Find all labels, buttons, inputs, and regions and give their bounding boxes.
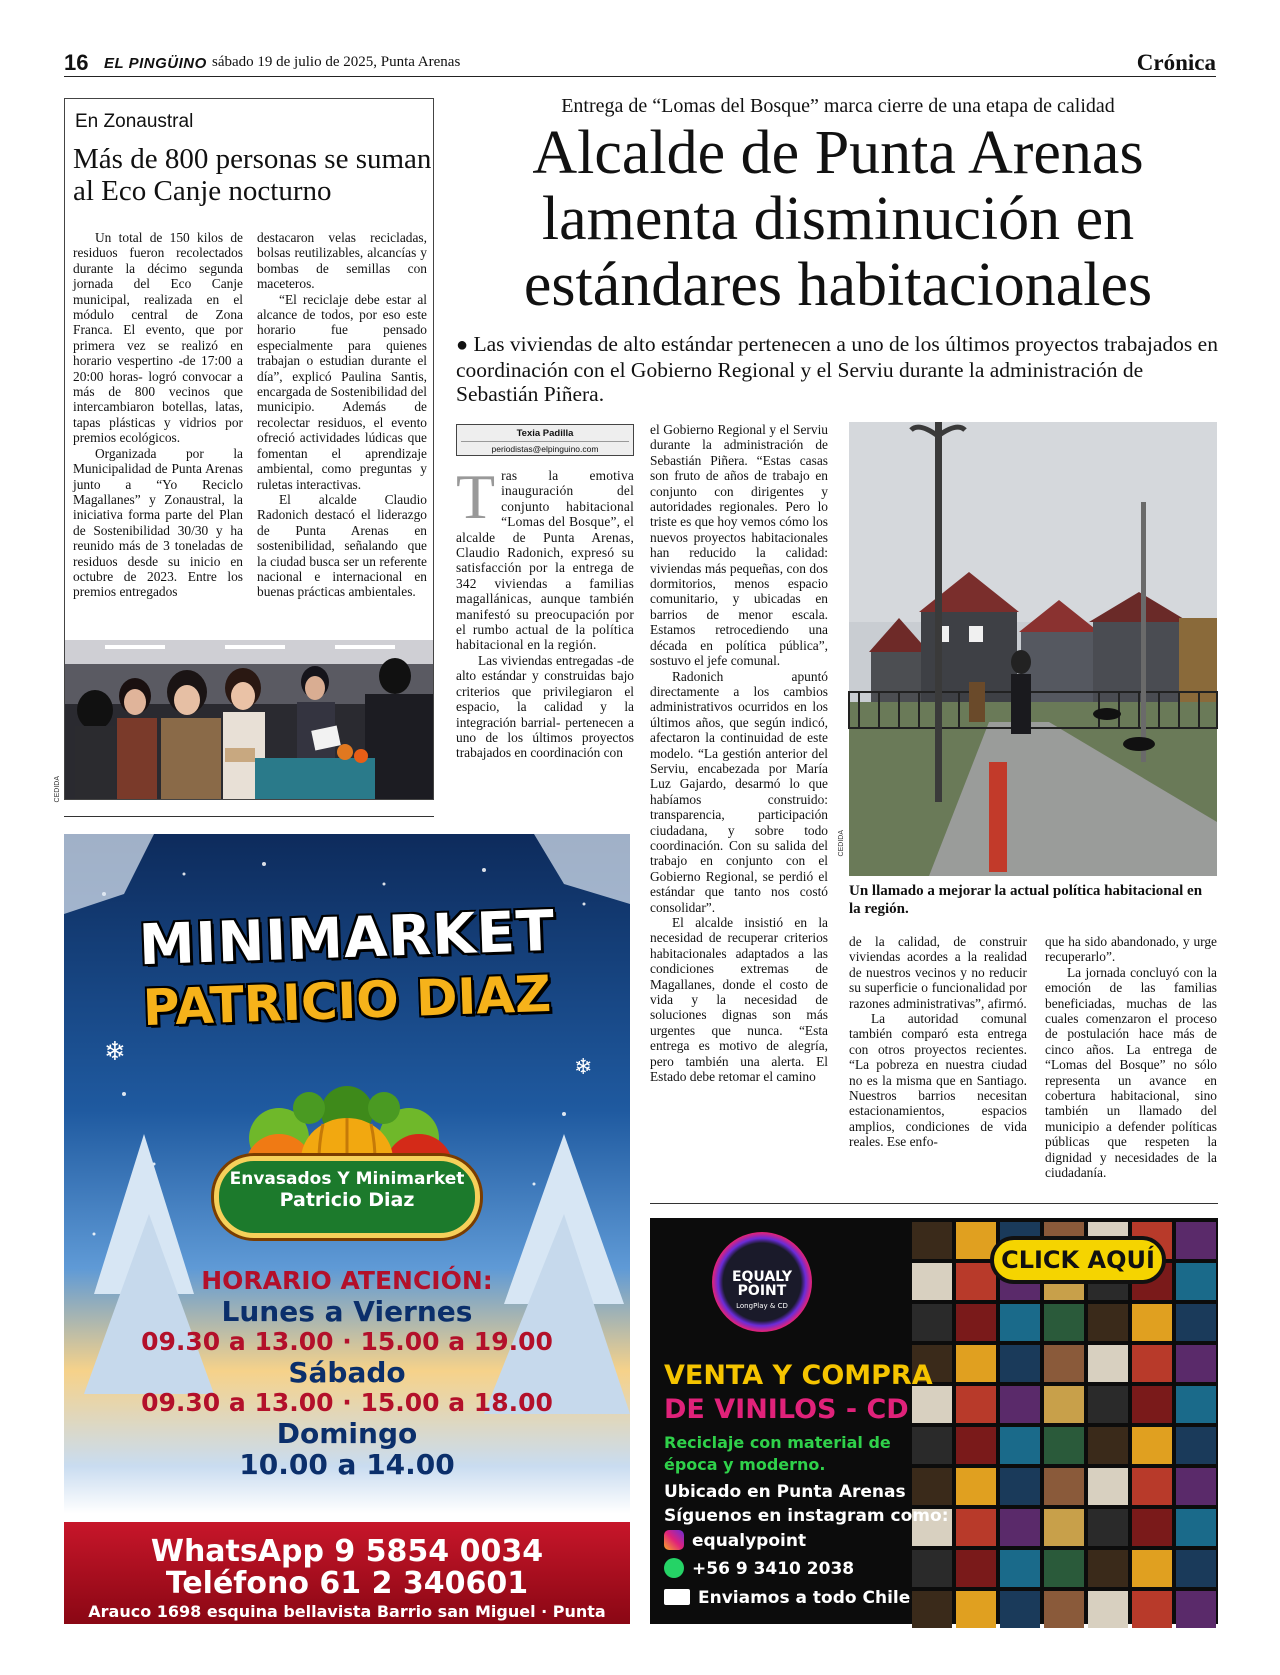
album-cover <box>1132 1427 1172 1464</box>
album-cover <box>1044 1304 1084 1341</box>
paragraph: Las viviendas entregadas -de alto estándar y construidas bajo criterios que privilegiaron el espacio, la calidad y la integración barrial- pertenecen a uno de los últimos proyectos trabajados en coordinación con <box>456 652 634 761</box>
eco-canje-photo <box>65 640 433 799</box>
vinyl-store-ad[interactable] <box>650 1218 1218 1624</box>
album-cover <box>1088 1427 1128 1464</box>
album-cover <box>1088 1386 1128 1423</box>
album-cover <box>1176 1386 1216 1423</box>
album-cover <box>1044 1345 1084 1382</box>
album-cover <box>956 1386 996 1423</box>
album-cover <box>1132 1345 1172 1382</box>
album-cover <box>1132 1509 1172 1546</box>
hours-time-1: 09.30 a 13.00 · 15.00 a 19.00 <box>141 1327 553 1356</box>
album-cover <box>956 1468 996 1505</box>
summary-text: Las viviendas de alto estándar pertenecen a uno de los últimos proyectos trabajados en coordinación con el Gobierno Regional y el Serviu durante la administración de Sebastián Piñera. <box>456 332 1218 406</box>
album-cover <box>1000 1386 1040 1423</box>
whatsapp-icon <box>664 1558 684 1578</box>
album-cover <box>1000 1591 1040 1628</box>
paragraph: de la calidad, de construir viviendas acordes a la realidad de nuestros vecinos y no reducir su superficie o funcionalidad por razones administrativas”, afirmó. <box>849 934 1027 1011</box>
paragraph: El alcalde Claudio Radonich destacó el liderazgo de Punta Arenas en sostenibilidad, señalando que la ciudad busca ser un referente nacional e internacional en buenas prácticas ambientales. <box>257 491 427 600</box>
ad-headline-2: DE VINILOS - CD <box>664 1394 909 1425</box>
album-cover <box>1132 1468 1172 1505</box>
main-article-kicker: Entrega de “Lomas del Bosque” marca cierre de una etapa de calidad <box>561 95 1115 117</box>
shipping-info <box>664 1588 910 1608</box>
main-article-column-4 <box>1045 934 1217 1181</box>
side-article-column-2 <box>257 230 427 600</box>
album-cover <box>956 1263 996 1300</box>
whatsapp-link[interactable] <box>664 1558 854 1579</box>
instagram-handle: equalypoint <box>692 1531 807 1551</box>
album-cover <box>1088 1591 1128 1628</box>
album-cover <box>1044 1427 1084 1464</box>
main-headline: Alcalde de Punta Arenas lamenta disminución en estándares habitacionales <box>523 119 1153 319</box>
album-cover <box>912 1550 952 1587</box>
ad-tagline: Reciclaje con material de época y moderno. <box>664 1433 891 1474</box>
ad-location <box>664 1480 949 1528</box>
album-cover <box>912 1304 952 1341</box>
equaly-point-logo <box>712 1232 812 1332</box>
album-cover <box>956 1427 996 1464</box>
paragraph: el Gobierno Regional y el Serviu durante la administración de Sebastián Piñera. “Estas casas son fruto de años de trabajo en conjunto con dirigentes y autoridades regionales. Pero lo triste es que hoy vemos cómo los nuevos proyectos habitacionales han reducido la calidad: viviendas más pequeñas, con dos dormitorios, menos espacio comunitario, y ubicadas en barrios de menor escala. Estamos retrocediendo una década en política pública”, sostuvo el jefe comunal. <box>650 422 828 669</box>
paragraph: Radonich apuntó directamente a los cambios administrativos ocurridos en los últimos años, que según indicó, afectaron la continuidad de este modelo. “La gestión anterior del Serviu, encabezada por María Luz Gajardo, desarmó lo que habíamos construido: transparencia, participación ciudadana, y sobre todo coordinación. Con su salida del trabajo en conjunto con el Gobierno Regional, se perdió el estándar que tanto nos costó consolidar”. <box>650 668 828 915</box>
ad-contact-footer <box>64 1522 630 1640</box>
svg-text:❄: ❄ <box>104 1037 126 1066</box>
main-article-column-2 <box>650 422 828 1084</box>
main-article-column-1 <box>456 461 634 761</box>
vinyl-phone: +56 9 3410 2038 <box>692 1559 855 1579</box>
album-cover <box>1132 1591 1172 1628</box>
ad-badge <box>214 1156 480 1238</box>
badge-line-1: Envasados Y Minimarket <box>229 1169 465 1189</box>
album-cover <box>956 1591 996 1628</box>
author-name: Texia Padilla <box>516 428 574 439</box>
section-title: Crónica <box>1136 50 1216 75</box>
paragraph: La jornada concluyó con la emoción de las familias beneficiadas, muchas de las cuales comenzaron el proceso de postulación hace más de cinco años. La entrega de “Lomas del Bosque” no sólo representa un avance en cobertura habitacional, sino también un llamado del municipio a defender políticas públicas que respeten la dignidad y necesidades de la ciudadanía. <box>1045 964 1217 1181</box>
photo-credit: CEDIDA <box>54 776 61 803</box>
hours-days-1: Lunes a Viernes <box>221 1295 473 1328</box>
album-cover <box>1000 1304 1040 1341</box>
album-cover <box>912 1222 952 1259</box>
side-article-title: Más de 800 personas se suman al Eco Canje nocturno <box>73 143 432 207</box>
logo-text-3: LongPlay & CD <box>736 1302 788 1310</box>
location-text: Ubicado en Punta Arenas <box>664 1482 906 1502</box>
bullet-icon: ● <box>456 334 469 356</box>
album-cover <box>1088 1468 1128 1505</box>
album-cover <box>1176 1304 1216 1341</box>
album-cover <box>1176 1468 1216 1505</box>
truck-icon <box>664 1589 690 1605</box>
side-article-kicker: En Zonaustral <box>75 111 194 132</box>
paragraph: destacaron velas recicladas, bolsas reutilizables, alcancías y bombas de semillas con maceteros. <box>257 230 427 292</box>
album-cover <box>1044 1509 1084 1546</box>
ad-headline-1: VENTA Y COMPRA <box>664 1360 933 1391</box>
paragraph <box>456 461 634 653</box>
instagram-icon <box>664 1530 684 1550</box>
phone-number[interactable]: Teléfono 61 2 340601 <box>165 1566 529 1601</box>
divider <box>64 816 434 817</box>
album-cover <box>956 1550 996 1587</box>
divider <box>650 1203 1218 1204</box>
album-cover <box>1132 1550 1172 1587</box>
main-article-column-3 <box>849 934 1027 1150</box>
album-cover <box>1000 1550 1040 1587</box>
paragraph: que ha sido abandonado, y urge recuperarlo”. <box>1045 934 1217 965</box>
album-cover <box>1088 1345 1128 1382</box>
dateline: sábado 19 de julio de 2025, Punta Arenas <box>212 54 461 70</box>
paragraph: Un total de 150 kilos de residuos fueron recolectados durante la décimo segunda jornada del Eco Canje municipal, realizada en el módulo central de Zona Franca. El evento, que por primera vez se realizó en horario vespertino -de 17:00 a 20:00 horas- logró convocar a más de 800 vecinos que intercambiaron botellas, latas, tapas plásticas y vidrios por premios ecológicos. <box>73 230 243 446</box>
logo-text-2: POINT <box>737 1283 787 1299</box>
album-cover <box>1132 1386 1172 1423</box>
author-email: periodistas@elpinguino.com <box>461 441 629 454</box>
album-cover <box>1176 1591 1216 1628</box>
logo-text-1: EQUALY <box>731 1269 793 1285</box>
drop-cap: T <box>456 461 496 532</box>
svg-text:❄: ❄ <box>574 1054 593 1079</box>
album-cover <box>1088 1550 1128 1587</box>
album-cover <box>956 1345 996 1382</box>
main-article-summary <box>456 332 1218 407</box>
paragraph: La autoridad comunal también comparó esta entrega con otros proyectos recientes. “La pobreza en nuestra ciudad no es la misma que en Santiago. Nuestros barrios necesitan estacionamientos, espacios amplios, condiciones de vida reales. Ese enfo- <box>849 1011 1027 1150</box>
paragraph-text: ras la emotiva inauguración del conjunto habitacional “Lomas del Bosque”, el alcalde de Punta Arenas, Claudio Radonich, expresó su satisfacción por la entrega de 342 viviendas a familias magallánicas, aunque también manifestó su preocupación por el rumbo actual de la política habitacional en la región. <box>456 468 634 653</box>
housing-photo <box>849 422 1217 876</box>
hours-days-3: Domingo <box>276 1417 418 1450</box>
album-cover <box>912 1591 952 1628</box>
album-cover <box>956 1509 996 1546</box>
address: Arauco 1698 esquina bellavista Barrio san Miguel · Punta Arenas <box>88 1602 606 1640</box>
album-cover <box>912 1263 952 1300</box>
ad-title-minimarket: MINIMARKET <box>137 898 557 979</box>
album-cover <box>1176 1550 1216 1587</box>
hours-title: HORARIO ATENCIÓN: <box>201 1266 493 1295</box>
album-cover <box>1000 1509 1040 1546</box>
page-header <box>64 50 1216 77</box>
album-cover <box>1176 1427 1216 1464</box>
hours-days-2: Sábado <box>288 1356 406 1389</box>
album-cover <box>912 1427 952 1464</box>
hours-time-3: 10.00 a 14.00 <box>239 1448 455 1481</box>
album-cover <box>1088 1509 1128 1546</box>
album-cover <box>912 1386 952 1423</box>
opening-hours <box>64 1266 630 1480</box>
album-cover <box>1044 1591 1084 1628</box>
newspaper-logo: EL PINGÜINO <box>104 55 207 72</box>
side-article-column-1 <box>73 230 243 600</box>
album-cover <box>1044 1468 1084 1505</box>
minimarket-ad[interactable] <box>64 834 630 1640</box>
album-cover <box>1000 1427 1040 1464</box>
byline <box>456 424 634 456</box>
photo-credit: CEDIDA <box>838 830 845 857</box>
album-cover <box>1176 1345 1216 1382</box>
album-cover <box>1044 1386 1084 1423</box>
album-cover <box>1000 1345 1040 1382</box>
album-cover <box>956 1304 996 1341</box>
paragraph: El alcalde insistió en la necesidad de recuperar criterios habitacionales adaptados a las condiciones extremas de Magallanes, donde el costo de vida y la necesidad de soluciones dignas son más urgentes que nunca. “Esta entrega es motivo de alegría, pero también una alerta. El Estado debe retomar el camino <box>650 915 828 1085</box>
photo-caption: Un llamado a mejorar la actual política habitacional en la región. <box>849 883 1203 917</box>
click-here-button[interactable]: CLICK AQUÍ <box>990 1236 1166 1284</box>
shipping-text: Enviamos a todo Chile <box>698 1588 911 1608</box>
album-cover <box>1088 1304 1128 1341</box>
paragraph: Organizada por la Municipalidad de Punta Arenas junto a “Yo Reciclo Magallanes” y Zonaustral, la iniciativa forma parte del Plan de Sostenibilidad 30/30 y ha reunido más de 3 toneladas de residuos desde su inicio en octubre de 2023. Entre los premios entregados <box>73 445 243 600</box>
hours-time-2: 09.30 a 13.00 · 15.00 a 18.00 <box>141 1388 553 1417</box>
ad-title-name: PATRICIO DIAZ <box>141 964 553 1038</box>
paragraph: “El reciclaje debe estar al alcance de todos, por eso este horario fue pensado especialmente para quienes trabajan o estudian durante el día”, explicó Paulina Santis, encargada de Sostenibilidad del municipio. Además de recolectar residuos, el evento ofreció actividades lúdicas que fomentan el aprendizaje ambiental, como preguntas y ruletas interactivas. <box>257 291 427 492</box>
album-cover <box>1176 1222 1216 1259</box>
album-cover <box>1000 1468 1040 1505</box>
album-cover <box>1176 1263 1216 1300</box>
album-cover <box>1132 1304 1172 1341</box>
instagram-link[interactable] <box>664 1530 806 1551</box>
badge-line-2: Patricio Diaz <box>279 1189 415 1211</box>
album-cover <box>1176 1509 1216 1546</box>
album-cover <box>1044 1550 1084 1587</box>
instagram-prompt: Síguenos en instagram como: <box>664 1506 949 1526</box>
page-number: 16 <box>64 50 89 75</box>
whatsapp-number[interactable]: WhatsApp 9 5854 0034 <box>150 1534 544 1569</box>
side-article-box <box>64 98 434 800</box>
